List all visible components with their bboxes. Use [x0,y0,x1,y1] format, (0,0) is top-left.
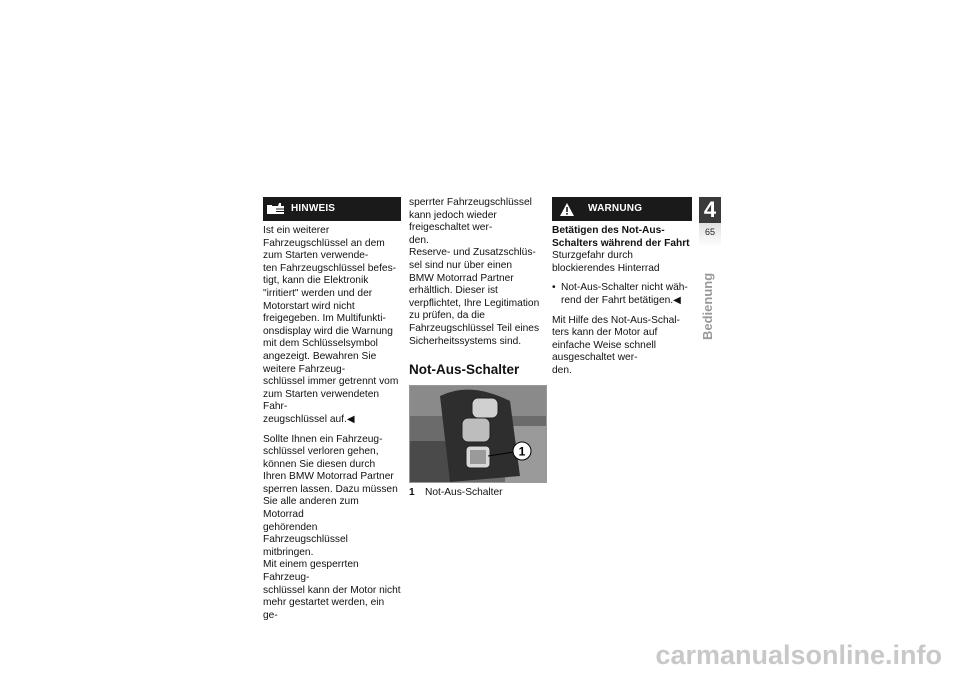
hint-label: HINWEIS [291,202,336,214]
page-number: 65 [699,223,721,247]
figure-callout: 1 [518,444,526,459]
hint-text: Ist ein weiterer Fahrzeugschlüssel an dem zum Starten verwende- ten Fahrzeugschlüssel befes- tigt, kann die Elektronik "irritiert" werden und der Motorstart wird nicht freigegeben. Im Multifunkti- onsdisplay wird die Warnung mit dem Schlüsselsymbol angezeigt. Bewahren Sie weitere Fahrzeug- schlüssel immer getrennt vom zum Starten verwendeten Fahr- zeugschlüssel auf.◀ [263,225,399,425]
hint-bar [263,197,401,221]
warning-bullet [552,282,692,307]
bullet-dot: • [552,282,556,294]
key-lost-paragraph: Sollte Ihnen ein Fahrzeug- schlüssel verloren gehen, können Sie diesen durch Ihren BMW Motorrad Partner sperren lassen. Dazu müssen Sie alle anderen zum Motorrad gehörenden Fahrzeugschlüssel mitbringen. Mit einem gesperrten Fahrzeug- schlüssel kann der Motor nicht mehr gestartet werden, ein ge- [263,433,401,621]
chapter-number: 4 [699,197,721,223]
caption-number: 1 [409,486,415,498]
watermark-text: carmanualsonline.info [655,640,942,670]
warning-text: Sturzgefahr durch blockierendes Hinterrad [552,250,660,274]
bullet-text: Not-Aus-Schalter nicht wäh- rend der Fahrt betätigen.◀ [561,282,688,306]
warning-bar [552,197,692,221]
column-3 [552,197,692,385]
column-2 [409,197,547,499]
column-1 [263,197,401,629]
section-title: Not-Aus-Schalter [409,362,520,378]
warning-label: WARNUNG [588,202,643,214]
key-continued-paragraph: sperrter Fahrzeugschlüssel kann jedoch wieder freigeschaltet wer- den. Reserve- und Zusatzschlüs- sel sind nur über einen BMW Motorrad Partner erhältlich. Dieser ist verpflichtet, Ihre Legitimation zu prüfen, da die Fahrzeugschlüssel Teil eines Sicherheitssystems sind. [409,197,540,347]
hand-pointer-icon [267,202,285,216]
warning-triangle-icon [560,203,574,216]
handlebar-switch-figure [409,385,547,483]
caption-text: Not-Aus-Schalter [425,486,503,498]
chapter-tab [699,197,721,247]
chapter-section-label: Bedienung [700,272,715,340]
warning-title: Betätigen des Not-Aus- Schalters während der Fahrt [552,225,690,249]
handlebar-switch-illustration [410,386,546,482]
emergency-switch-paragraph: Mit Hilfe des Not-Aus-Schal- ters kann der Motor auf einfache Weise schnell ausgeschaltet wer- den. [552,314,680,376]
figure-caption [409,487,547,500]
